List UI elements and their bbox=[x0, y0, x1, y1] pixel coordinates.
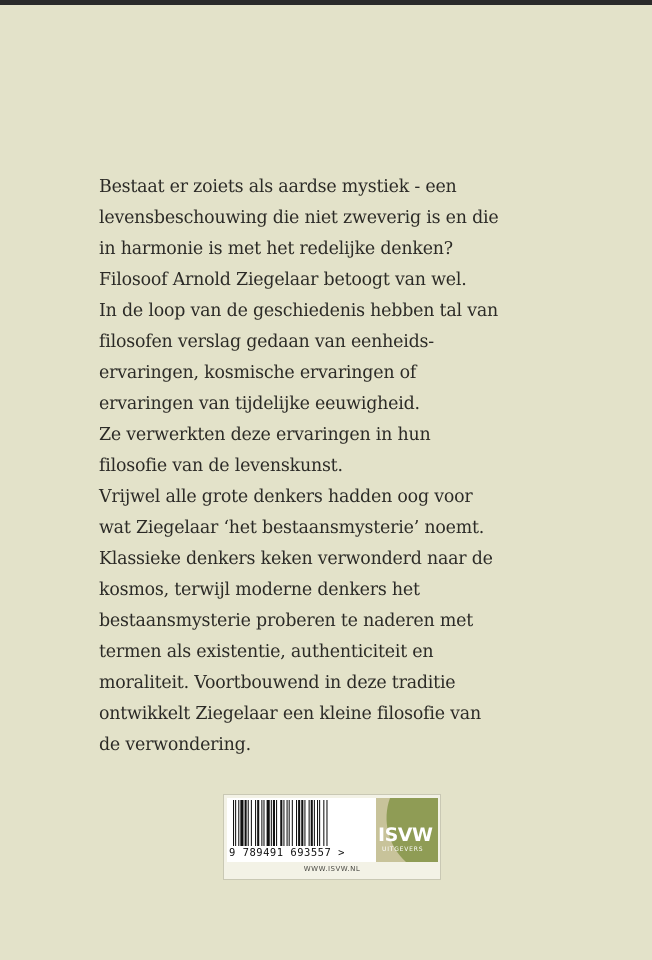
barcode-bar bbox=[248, 800, 249, 846]
publisher-logo bbox=[376, 798, 438, 862]
barcode-bar bbox=[238, 800, 239, 846]
barcode-bar bbox=[255, 800, 256, 846]
barcode-bar bbox=[287, 800, 288, 846]
barcode-bar bbox=[319, 800, 320, 846]
barcode-bar bbox=[323, 800, 324, 846]
barcode-bar bbox=[235, 800, 236, 846]
blurb-line: Filosoof Arnold Ziegelaar betoogt van wel. bbox=[99, 270, 467, 290]
blurb-line: ontwikkelt Ziegelaar een kleine filosofie van bbox=[99, 704, 481, 724]
blurb-line: de verwondering. bbox=[99, 735, 251, 755]
barcode-bar bbox=[314, 800, 315, 846]
barcode-bar bbox=[317, 800, 318, 846]
isbn-barcode bbox=[227, 798, 377, 862]
blurb-line: ervaringen van tijdelijke eeuwigheid. bbox=[99, 394, 420, 414]
blurb-line: termen als existentie, authenticiteit en bbox=[99, 642, 434, 662]
blurb-line: In de loop van de geschiedenis hebben tal van bbox=[99, 301, 498, 321]
cover-top-edge bbox=[0, 0, 652, 5]
barcode-bar bbox=[251, 800, 252, 846]
barcode-bar bbox=[240, 800, 243, 846]
blurb-line: bestaansmysterie proberen te naderen met bbox=[99, 611, 473, 631]
barcode-bar bbox=[311, 800, 313, 846]
blurb-line: levensbeschouwing die niet zweverig is en die bbox=[99, 208, 499, 228]
barcode-bar bbox=[273, 800, 275, 846]
barcode-bar bbox=[233, 800, 234, 846]
barcode-bar bbox=[292, 800, 293, 846]
barcode-bar bbox=[276, 800, 277, 846]
barcode-bar bbox=[257, 800, 259, 846]
barcode-bar bbox=[261, 800, 262, 846]
barcode-bar bbox=[280, 800, 282, 846]
publisher-website: WWW.ISVW.NL bbox=[303, 865, 361, 873]
blurb-line: Vrijwel alle grote denkers hadden oog voor bbox=[99, 487, 473, 507]
barcode-bar bbox=[267, 800, 270, 846]
blurb-line: Klassieke denkers keken verwonderd naar de bbox=[99, 549, 493, 569]
barcode-label bbox=[223, 794, 441, 880]
barcode-bar bbox=[289, 800, 290, 846]
barcode-bar bbox=[326, 800, 327, 846]
blurb-line: filosofen verslag gedaan van eenheids- bbox=[99, 332, 434, 352]
blurb-text bbox=[99, 172, 559, 761]
blurb-line: ervaringen, kosmische ervaringen of bbox=[99, 363, 417, 383]
blurb-line: filosofie van de levenskunst. bbox=[99, 456, 343, 476]
publisher-logo-subtext: UITGEVERS bbox=[382, 846, 424, 853]
publisher-logo-text: ISVW bbox=[378, 824, 433, 846]
barcode-bar bbox=[309, 800, 310, 846]
blurb-line: kosmos, terwijl moderne denkers het bbox=[99, 580, 420, 600]
barcode-bar bbox=[301, 800, 303, 846]
blurb-line: in harmonie is met het redelijke denken? bbox=[99, 239, 453, 259]
barcode-bar bbox=[271, 800, 272, 846]
barcode-bar bbox=[245, 800, 247, 846]
isbn-number: 9 789491 693557 > bbox=[229, 847, 345, 859]
barcode-bar bbox=[298, 800, 300, 846]
barcode-bar bbox=[283, 800, 284, 846]
blurb-line: moraliteit. Voortbouwend in deze traditie bbox=[99, 673, 456, 693]
barcode-bar bbox=[263, 800, 264, 846]
blurb-line: Ze verwerkten deze ervaringen in hun bbox=[99, 425, 431, 445]
barcode-bars bbox=[233, 800, 371, 848]
blurb-line: wat Ziegelaar ‘het bestaansmysterie’ noemt. bbox=[99, 518, 485, 538]
blurb-line: Bestaat er zoiets als aardse mystiek - een bbox=[99, 177, 457, 197]
barcode-bar bbox=[296, 800, 297, 846]
barcode-bar bbox=[304, 800, 305, 846]
